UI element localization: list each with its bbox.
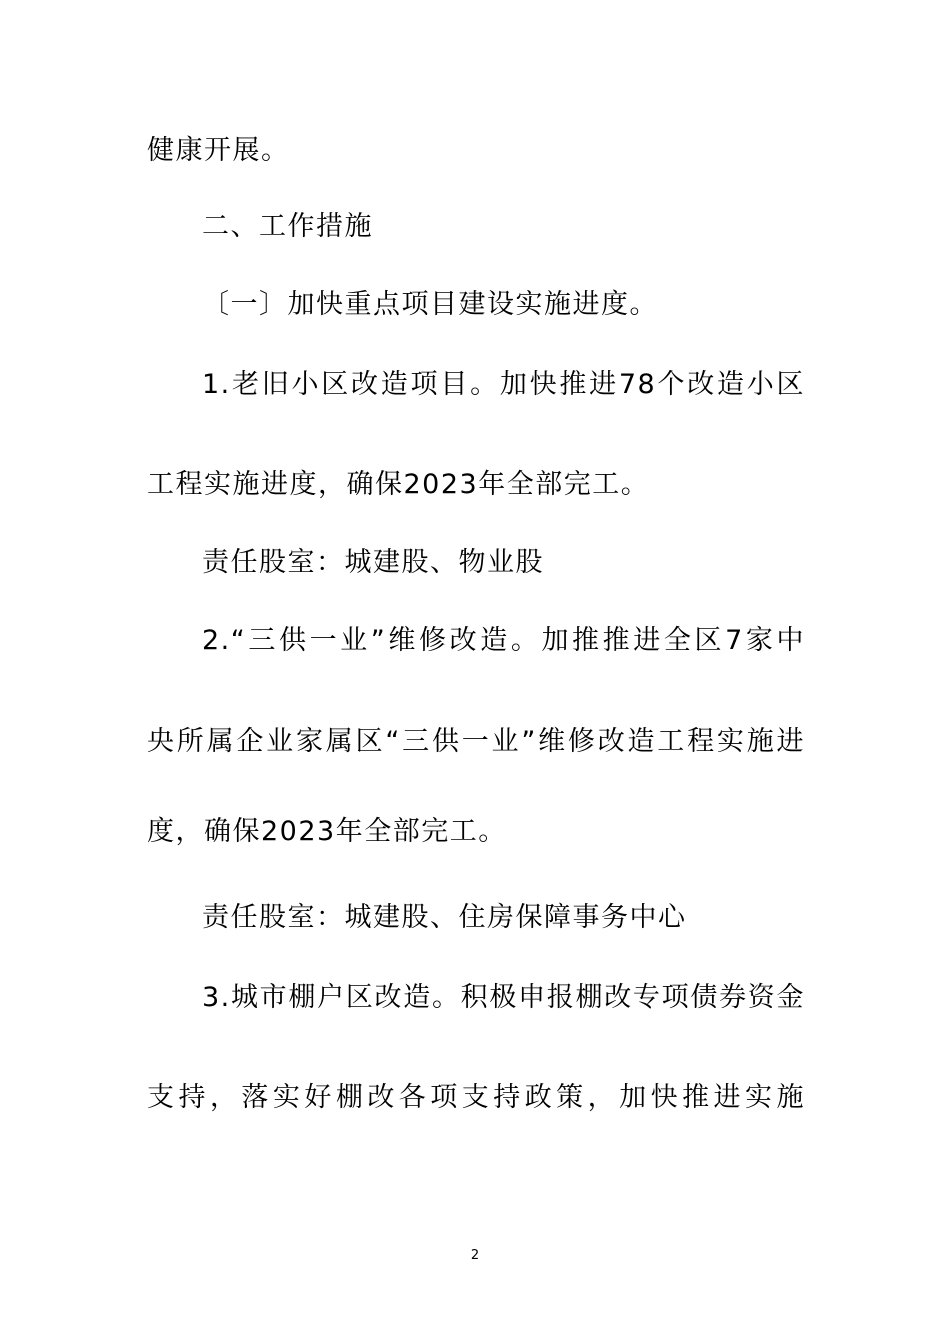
item-2-line-3: 度，确保2023年全部完工。 <box>147 816 507 847</box>
item-3-line-2: 支持，落实好棚改各项支持政策，加快推进实施 <box>147 1082 805 1113</box>
paragraph-line-continuation: 健康开展。 <box>147 135 290 166</box>
item-2-line-2: 央所属企业家属区“三供一业”维修改造工程实施进 <box>147 726 805 757</box>
item-2-responsibility: 责任股室：城建股、住房保障事务中心 <box>202 902 687 933</box>
item-1-line-2: 工程实施进度，确保2023年全部完工。 <box>147 469 650 500</box>
item-3-line-1: 3.城市棚户区改造。积极申报棚改专项债券资金 <box>202 982 805 1013</box>
item-1-responsibility: 责任股室：城建股、物业股 <box>202 547 544 578</box>
subsection-heading-1: 〔一〕加快重点项目建设实施进度。 <box>202 289 658 320</box>
item-1-line-1: 1.老旧小区改造项目。加快推进78个改造小区 <box>202 369 805 400</box>
item-2-line-1: 2.“三供一业”维修改造。加推推进全区7家中 <box>202 625 805 656</box>
page-number: 2 <box>470 1248 480 1263</box>
section-heading-measures: 二、工作措施 <box>202 211 373 242</box>
